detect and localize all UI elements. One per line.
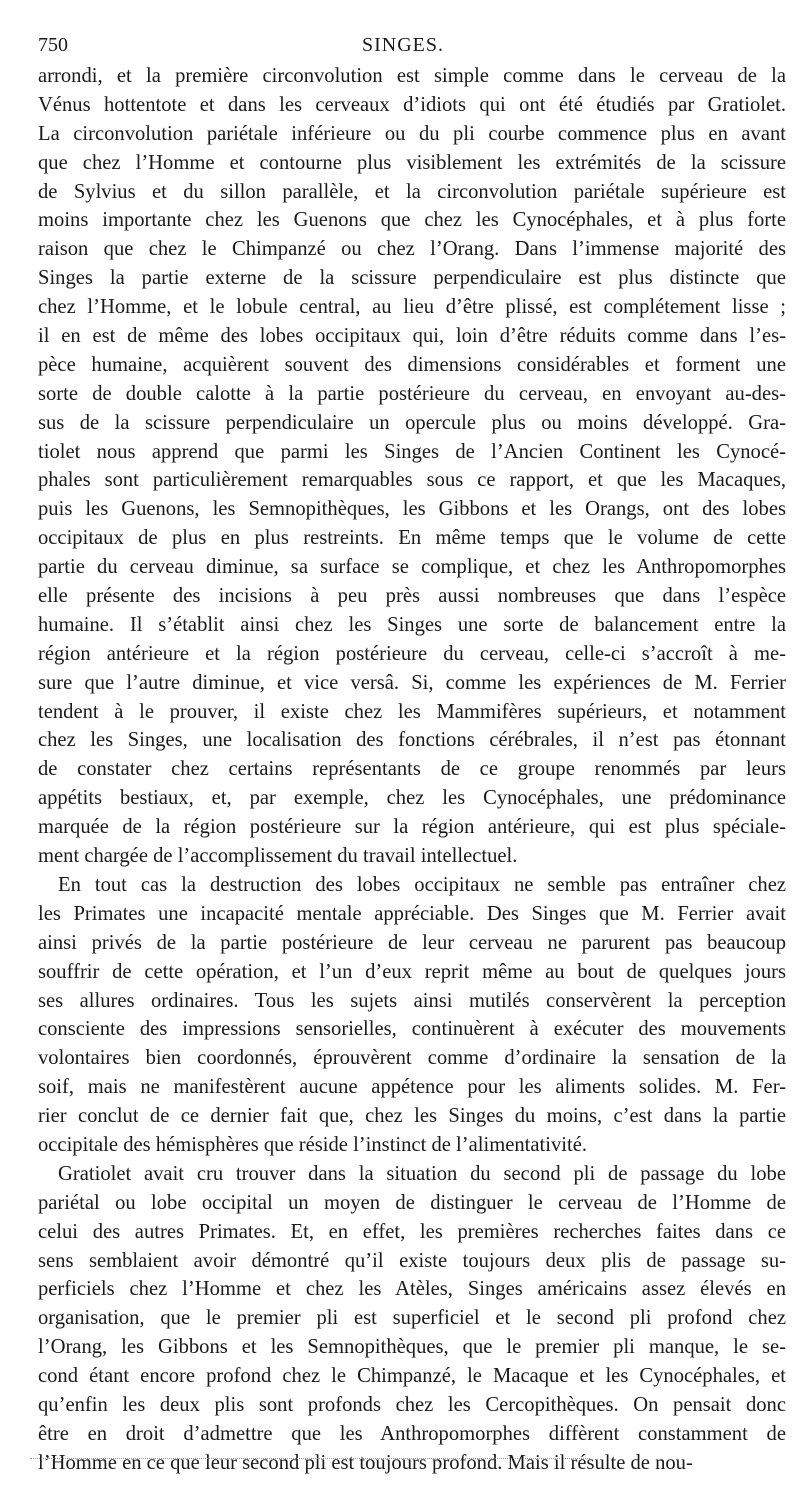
- text-line: occipitale des hémisphères que réside l’instinct de l’alimentativité.: [38, 1133, 587, 1156]
- text-line: pariétal ou lobe occipital un moyen de distinguer le cerveau de l’Homme de: [38, 1191, 786, 1214]
- text-line: puis les Guenons, les Semnopithèques, les Gibbons et les Orangs, ont des lobes: [38, 498, 786, 521]
- text-line: humaine. Il s’établit ainsi chez les Singes une sorte de balancement entre la: [38, 613, 786, 636]
- text-line: de Sylvius et du sillon parallèle, et la circonvolution pariétale supérieure est: [38, 180, 786, 203]
- text-line: ses allures ordinaires. Tous les sujets ainsi mutilés conservèrent la perception: [38, 989, 786, 1012]
- text-line: Singes la partie externe de la scissure perpendiculaire est plus distincte que: [38, 267, 786, 290]
- text-line: chez les Singes, une localisation des fonctions cérébrales, il n’est pas étonnant: [38, 729, 786, 752]
- text-line: partie du cerveau diminue, sa surface se complique, et chez les Anthropomorphes: [38, 556, 786, 579]
- text-line: occipitaux de plus en plus restreints. En même temps que le volume de cette: [38, 527, 786, 550]
- text-line: phales sont particulièrement remarquables sous ce rapport, et que les Macaques,: [38, 469, 786, 492]
- text-line: région antérieure et la région postérieure du cerveau, celle-ci s’accroît à me-: [38, 642, 786, 665]
- text-line: souffrir de cette opération, et l’un d’eux reprit même au bout de quelques jours: [38, 960, 786, 983]
- text-line: celui des autres Primates. Et, en effet, les premières recherches faites dans ce: [38, 1220, 786, 1243]
- page-header: [38, 30, 768, 60]
- text-line: tendent à le prouver, il existe chez les Mammifères supérieurs, et notamment: [38, 700, 786, 723]
- text-line: elle présente des incisions à peu près aussi nombreuses que dans l’espèce: [38, 585, 786, 608]
- text-line: perficiels chez l’Homme et chez les Atèles, Singes américains assez élevés en: [38, 1278, 786, 1301]
- text-line: ainsi privés de la partie postérieure de leur cerveau ne parurent pas beaucoup: [38, 931, 786, 954]
- text-line: appétits bestiaux, et, par exemple, chez les Cynocéphales, une prédominance: [38, 787, 786, 810]
- body-text: [38, 62, 786, 1478]
- text-line: marquée de la région postérieure sur la région antérieure, qui est plus spéciale-: [38, 816, 786, 839]
- text-line: En tout cas la destruction des lobes occipitaux ne semble pas entraîner chez: [58, 873, 786, 896]
- text-line: volontaires bien coordonnés, éprouvèrent comme d’ordinaire la sensation de la: [38, 1047, 786, 1070]
- text-line: cond étant encore profond chez le Chimpanzé, le Macaque et les Cynocéphales, et: [38, 1365, 786, 1388]
- text-line: être en droit d’admettre que les Anthropomorphes diffèrent constamment de: [38, 1422, 786, 1445]
- text-line: il en est de même des lobes occipitaux qui, loin d’être réduits comme dans l’es-: [38, 325, 786, 348]
- text-line: soif, mais ne manifestèrent aucune appétence pour les aliments solides. M. Fer-: [38, 1076, 786, 1099]
- text-line: que chez l’Homme et contourne plus visiblement les extrémités de la scissure: [38, 151, 786, 174]
- paragraph: [38, 62, 786, 871]
- text-line: ment chargée de l’accomplissement du travail intellectuel.: [38, 845, 518, 868]
- text-line: l’Homme en ce que leur second pli est toujours profond. Mais il résulte de nou-: [38, 1451, 693, 1474]
- text-line: Gratiolet avait cru trouver dans la situation du second pli de passage du lobe: [58, 1162, 786, 1185]
- text-line: sure que l’autre diminue, et vice versâ. Si, comme les expériences de M. Ferrier: [38, 671, 786, 694]
- text-line: arrondi, et la première circonvolution est simple comme dans le cerveau de la: [38, 65, 786, 87]
- text-line: les Primates une incapacité mentale appréciable. Des Singes que M. Ferrier avait: [38, 902, 786, 925]
- running-title: SINGES.: [361, 34, 444, 56]
- text-line: sorte de double calotte à la partie postérieure du cerveau, en envoyant au-des-: [38, 382, 786, 405]
- footer-rule: [30, 1458, 590, 1459]
- text-line: sens semblaient avoir démontré qu’il existe toujours deux plis de passage su-: [38, 1249, 786, 1272]
- text-line: raison que chez le Chimpanzé ou chez l’Orang. Dans l’immense majorité des: [38, 238, 786, 261]
- text-line: La circonvolution pariétale inférieure ou du pli courbe commence plus en avant: [38, 122, 786, 145]
- text-line: sus de la scissure perpendiculaire un opercule plus ou moins développé. Gra-: [38, 411, 786, 434]
- text-line: moins importante chez les Guenons que chez les Cynocéphales, et à plus forte: [38, 209, 786, 232]
- text-line: consciente des impressions sensorielles, continuèrent à exécuter des mouvements: [38, 1018, 786, 1041]
- text-line: de constater chez certains représentants de ce groupe renommés par leurs: [38, 758, 786, 781]
- paragraph: [38, 871, 786, 1160]
- text-line: tiolet nous apprend que parmi les Singes de l’Ancien Continent les Cynocé-: [38, 440, 786, 463]
- text-line: chez l’Homme, et le lobule central, au lieu d’être plissé, est complétement lisse ;: [38, 296, 786, 319]
- text-line: qu’enfin les deux plis sont profonds chez les Cercopithèques. On pensait donc: [38, 1393, 786, 1416]
- page-number: 750: [38, 34, 68, 56]
- text-line: rier conclut de ce dernier fait que, chez les Singes du moins, c’est dans la partie: [38, 1105, 786, 1128]
- text-line: Vénus hottentote et dans les cerveaux d’idiots qui ont été étudiés par Gratiolet.: [38, 93, 786, 116]
- text-line: l’Orang, les Gibbons et les Semnopithèques, que le premier pli manque, le se-: [38, 1336, 786, 1359]
- paragraph: [38, 1160, 786, 1478]
- text-line: pèce humaine, acquièrent souvent des dimensions considérables et forment une: [38, 353, 786, 376]
- text-line: organisation, que le premier pli est superficiel et le second pli profond chez: [38, 1307, 786, 1330]
